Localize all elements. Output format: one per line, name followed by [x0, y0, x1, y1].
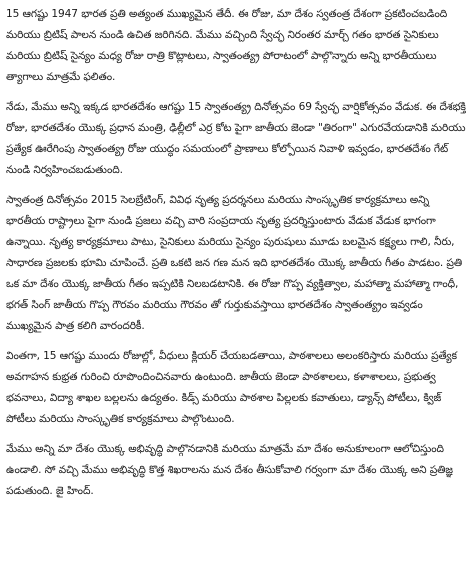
paragraph-celebrations-2015: స్వాతంత్ర దినోత్సవం 2015 సెలబ్రేటింగ్, వివిధ నృత్య ప్రదర్శనలు మరియు సాంస్కృతిక కార్యక్రమాలు అన్ని భారతీయ రాష్ట్రాలు పైగా నుండి ప్రజలు వచ్చి వారి సంప్రదాయ నృత్య ప్రదర్శిస్తుంటారు వేడుక వేడుక భాగంగా ఉన్నాయి. నృత్య కార్యక్రమాలు పాటు, సైనికులు మరియు సైన్యం పురుషులు మూడు బలమైన కక్ష్యలు గాలి, నీరు, సాధారణ ప్రజలకు భూమి చూపించే. ప్రతి ఒకటి జన గణ మన ఇది భారతదేశం యొక్క జాతీయ గీతం పాడటం. ప్రతి ఒక మా దేశం యొక్క జాతీయ గీతం ఇప్పటికి నిలబడటానికి. ఈ రోజు గొప్ప వ్యక్తిత్వాల, మహాత్మా మహాత్మా గాంధీ, భగత్ సింగ్ జాతీయ గొప్ప గౌరవం మరియు గౌరవం తో గుర్తుకువస్తాయి భారతదేశం స్వాతంత్య్రం ఇవ్వడం ముఖ్యమైన పాత్ర కలిగి వారందరికీ. [6, 194, 463, 332]
paragraph-preparations: వింతగా, 15 ఆగష్టు ముందు రోజుల్లో, వీధులు క్లియర్ చేయబడతాయి, పాఠశాలలు అలంకరిస్తారు మరియు ప్రత్యేక అవగాహన కుభ్రత గురించి రూపొందించినవారు ఉంటుంది. జాతీయ జెండా పాఠశాలలు, కళాశాలలు, ప్రభుత్వ భవనాలు, విద్యా శాఖల బల్లలను ఉద్యతం. కిడ్స్ మరియు పాఠశాల పిల్లలకు కవాతులు, డ్యాన్స్ పోటీలు, క్విజ్ పోటీలు మరియు సాంస్కృతిక కార్యక్రమాలు పాల్గొంటుంది. [6, 350, 457, 425]
paragraph-independence-day-history: 15 ఆగష్టు 1947 భారత ప్రతి అత్యంత ముఖ్యమైన తేదీ. ఈ రోజు, మా దేశం స్వతంత్ర దేశంగా ప్రకటించబడింది మరియు బ్రిటిష్ పాలన నుండి ఉచిత జరిగినది. మేము వచ్చింది స్వేచ్ఛ నిరంతర మార్చ్ గతం భారత సైనికులు మరియు బ్రిటిష్ సైన్యం మధ్య రోజు రాత్రి కొట్లాటలు, స్వాతంత్య్ర పోరాటంలో పాల్గొన్నారు అన్ని భారతీయులు త్యాగాలు మాత్రమే ఫలితం. [6, 8, 448, 83]
paragraph-celebration-today: నేడు, మేము అన్ని ఇక్కడ భారతదేశం ఆగష్టు 15 స్వాతంత్య్ర దినోత్సవం 69 స్వేచ్ఛ వార్షికోత్సవం వేడుక. ఈ దేశభక్తి రోజు, భారతదేశం యొక్క ప్రధాన మంత్రి, ఢిల్లీలో ఎర్ర కోట పైగా జాతీయ జెండా "తిరంగా" ఎగురవేయడానికి మరియు ప్రత్యేక ఊరేగింపు స్వాతంత్య్ర రోజు యుద్ధం సమయంలో ప్రాణాలు కోల్పోయిన నివాళి ఇవ్వడం, భారతదేశం గేట్ నుండి నిర్వహించబడుతుంది. [6, 101, 466, 176]
paragraph-pledge: మేము అన్ని మా దేశం యొక్క అభివృద్ధి పాల్గొనడానికి మరియు మాత్రమే మా దేశం అనుకూలంగా ఆలోచిస్తుంది ఉండాలి. సో వచ్చి మేము అభివృద్ధి కొత్త శిఖరాలను మన దేశం తీసుకోవాలి గర్వంగా మా దేశం యొక్క అని ప్రతిజ్ఞ పడుతుంది. జై హింద్. [6, 443, 453, 497]
